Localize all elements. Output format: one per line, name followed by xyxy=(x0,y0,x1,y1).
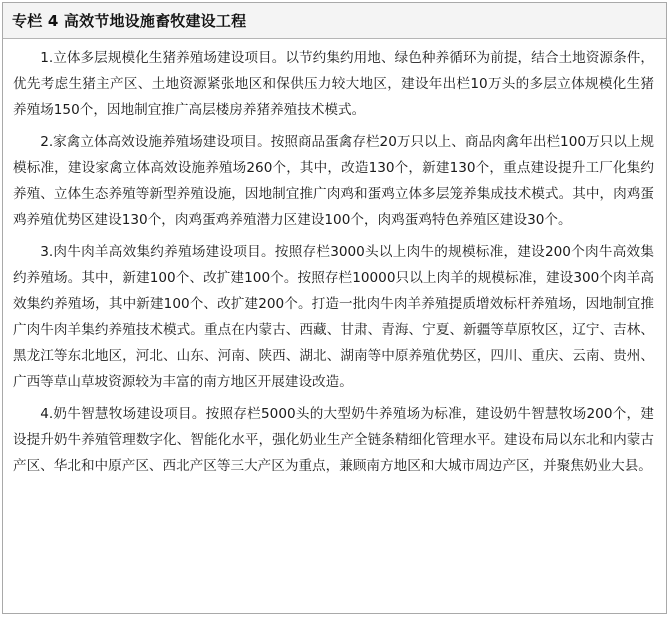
info-box xyxy=(2,2,667,614)
paragraph-dairy-farm: 4.奶牛智慧牧场建设项目。按照存栏5000头的大型奶牛养殖场为标准，建设奶牛智慧牧场200个，建设提升奶牛养殖管理数字化、智能化水平，强化奶业生产全链条精细化管理水平。建设布局以东北和内蒙古产区、华北和中原产区、西北产区等三大产区为重点，兼顾南方地区和大城市周边产区，并聚焦奶业大县。 xyxy=(13,406,654,474)
paragraph-poultry-farm: 2.家禽立体高效设施养殖场建设项目。按照商品蛋禽存栏20万只以上、商品肉禽年出栏100万只以上规模标准，建设家禽立体高效设施养殖场260个，其中，改造130个，新建130个，重点建设提升工厂化集约养殖、立体生态养殖等新型养殖设施，因地制宜推广肉鸡和蛋鸡立体多层笼养集成技术模式。其中，肉鸡蛋鸡养殖优势区建设130个，肉鸡蛋鸡养殖潜力区建设100个，肉鸡蛋鸡特色养殖区建设30个。 xyxy=(13,134,654,228)
box-header xyxy=(3,3,666,39)
box-title: 专栏 4 高效节地设施畜牧建设工程 xyxy=(12,12,247,30)
paragraph-pig-farm: 1.立体多层规模化生猪养殖场建设项目。以节约集约用地、绿色种养循环为前提，结合土地资源条件，优先考虑生猪主产区、土地资源紧张地区和保供压力较大地区，建设年出栏10万头的多层立体规模化生猪养殖场150个，因地制宜推广高层楼房养猪养殖技术模式。 xyxy=(13,50,654,118)
box-content xyxy=(3,39,666,479)
paragraph-cattle-sheep-farm: 3.肉牛肉羊高效集约养殖场建设项目。按照存栏3000头以上肉牛的规模标准，建设200个肉牛高效集约养殖场。其中，新建100个、改扩建100个。按照存栏10000只以上肉羊的规模标准，建设300个肉羊高效集约养殖场，其中新建100个、改扩建200个。打造一批肉牛肉羊养殖提质增效标杆养殖场，因地制宜推广肉牛肉羊集约养殖技术模式。重点在内蒙古、西藏、甘肃、青海、宁夏、新疆等草原牧区，辽宁、吉林、黑龙江等东北地区，河北、山东、河南、陕西、湖北、湖南等中原养殖优势区，四川、重庆、云南、贵州、广西等草山草坡资源较为丰富的南方地区开展建设改造。 xyxy=(13,244,654,390)
